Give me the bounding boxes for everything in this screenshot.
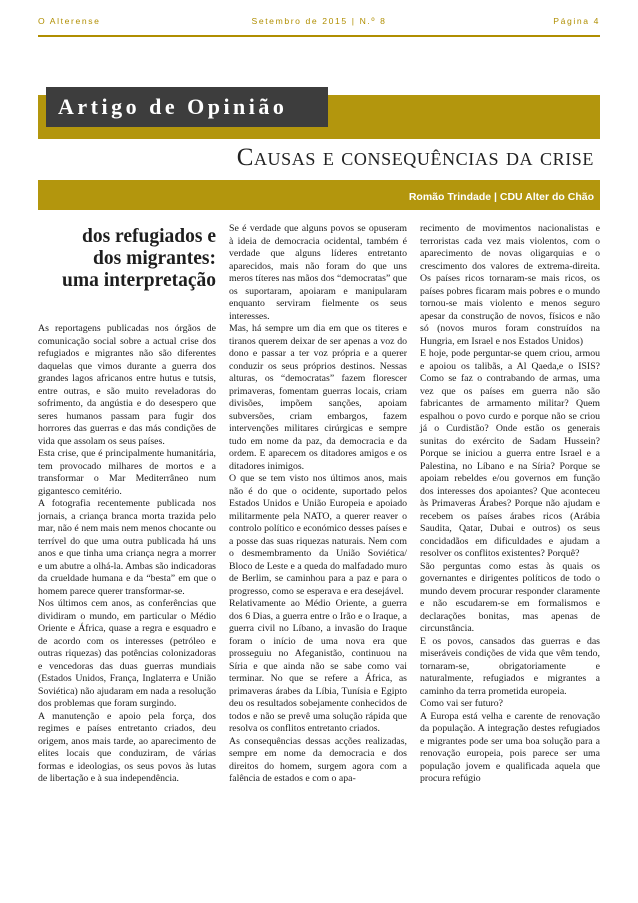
article-column-3: [420, 223, 600, 786]
page-number: Página 4: [553, 16, 600, 26]
paragraph: As consequências dessas acções realizadas, sempre em nome da democracia e dos direitos do homem, surgem agora com a falência de estados e com o apa-: [229, 735, 407, 784]
subtitle-line: dos refugiados e: [82, 226, 216, 247]
paragraph: E hoje, pode perguntar-se quem criou, armou e apoiou os talibãs, a Al Qaeda,e o ISIS? Como se faz o contrabando de armas, uma vez que os países em guerra não são fabricantes de armamento militar? Quem espalhou o povo curdo e porque não se criou já o Curdistão? Onde estão os generais sunitas do exército de Sadam Hussein? Porque se iniciou a guerra entre Israel e a Palestina, no Líbano e na Síria? Porque se apoiam rebeldes e/ou governos em função dos interesses dos apoiantes? Que aconteceu às Primaveras Árabes? Porque não ajudam e recebem os países árabes ricos (Arábia Saudita, Qatar, Dubai e outros) os seus concidadãos em dificuldades e ajudam a resolver os conflitos existentes? Porquê?: [420, 348, 600, 559]
paragraph: Nos últimos cem anos, as conferências que dividiram o mundo, em particular o Médio Oriente e África, quase a regra e esquadro e de acordo com os interesses (petróleo e outras riquezas) das potências colonizadoras e vencedoras das duas guerras mundiais (Estados Unidos, França, Inglaterra e União Soviética) não ajudaram em nada a resolução dos problemas que foram surgindo.: [38, 598, 216, 709]
paragraph: O que se tem visto nos últimos anos, mais não é do que o ocidente, suportado pelos Estados Unidos e União Europeia e apoiado militarmente pela NATO, a querer reaver o controlo político e económico desses países e a posse das suas riquezas naturais. Nem com o desmembramento da União Soviética/ Bloco de Leste e a queda do malfadado muro de Berlim, se caminhou para a paz e para o progresso, como se esperava e era desejável.: [229, 473, 407, 597]
paragraph: recimento de movimentos nacionalistas e terroristas cada vez mais violentos, com o aparecimento de novas oligarquias e o crescimento dos valores de extrema-direita. Os países ricos tornaram-se mais ricos, os países pobres ficaram mais pobres e o mundo tornou-se mais violento e menos seguro apesar da construção de novos, físicos e não só (novos muros foram construídos na Hungria, em Israel e nos Estados Unidos): [420, 223, 600, 347]
article-column-2: [229, 223, 407, 786]
subtitle-line: uma interpretação: [62, 270, 216, 291]
issue-info: Setembro de 2015 | N.º 8: [251, 16, 387, 26]
paragraph: Mas, há sempre um dia em que os titeres e tiranos querem deixar de ser apenas a voz do dono e passar a ter voz própria e a querer conduzir os seus próprios destinos. Nessas alturas, os “democratas” fazem florescer primaveras, fomentam guerras locais, criam divisões, impõem sanções, apoiam subversões, criam embargos, fazem intervenções militares cirúrgicas e sempre tudo em nome da paz, da democracia e da ordem. E aparecem os ditadores amigos e os ditadores inimigos.: [229, 323, 407, 472]
paragraph: A Europa está velha e carente de renovação da população. A integração destes refugiados e migrantes pode ser uma boa solução para a renovação europeia, pois parece ser uma população jovem e qualificada aquela que procura refúgio: [420, 710, 600, 784]
paragraph: São perguntas como estas às quais os governantes e dirigentes políticos de todo o mundo devem procurar responder claramente e não escudarem-se em formalismos e declarações bonitas, mas apenas de circunstância.: [420, 560, 600, 634]
paragraph: Se é verdade que alguns povos se opuseram à ideia de democracia ocidental, também é verdade que alguns líderes entretanto aparecidos, mais não foram do que uns meros títeres nas mãos dos “democratas” que os suportaram, apoiaram e manipularam enquanto serviram fielmente os seus interesses.: [229, 223, 407, 322]
article-subtitle: [38, 226, 216, 292]
paragraph: A manutenção e apoio pela força, dos regimes e países entretanto criados, deu origem, anos mais tarde, ao aparecimento de elites locais que conduziram, de várias formas e ideologias, os seus povos às lutas de libertação e à sua independência.: [38, 710, 216, 784]
header-rule: [38, 35, 600, 37]
paragraph: Como vai ser futuro?: [420, 698, 503, 709]
paragraph: Esta crise, que é principalmente humanitária, tem provocado milhares de mortos e a transformar o Mar Mediterrâneo num gigantesco cemitério.: [38, 448, 216, 497]
paragraph: Relativamente ao Médio Oriente, a guerra dos 6 Dias, a guerra entre o Irão e o Iraque, a guerra civil no Líbano, a invasão do Iraque foram o início de uma nova era que prosseguiu no Afeganistão, continuou na Síria e que ainda não se sabe como vai terminar. No que se refere a África, as primaveras árabes da Líbia, Tunísia e Egipto deu os resultados sobejamente conhecidos de todos e não se prevê uma solução rápida que resolva os conflitos entretanto criados.: [229, 598, 407, 734]
publication-name: O Alterense: [38, 16, 101, 26]
section-label: Artigo de Opinião: [46, 87, 328, 127]
page-header: [38, 16, 600, 30]
paragraph: E os povos, cansados das guerras e das miseráveis condições de vida que vêm tendo, tornaram-se, obrigatoriamente e naturalmente, refugiados e migrantes a caminho da terra prometida europeia.: [420, 635, 600, 697]
subtitle-line: dos migrantes:: [93, 248, 216, 269]
article-title: Causas e consequências da crise: [236, 144, 594, 171]
article-column-1: [38, 323, 216, 786]
paragraph: A fotografia recentemente publicada nos jornais, a criança branca morta trazida pelo mar, não é nem mais nem menos chocante ou terrível do que uma outra publicada há uns anos e que tinha uma criança negra a morrer e um abutre a olhá-la. Ambas são indicadoras da crueldade humana e da “besta” em que o homem parece querer transformar-se.: [38, 498, 216, 597]
paragraph: As reportagens publicadas nos órgãos de comunicação social sobre a actual crise dos refugiados e migrantes não são diferentes daquelas que vimos durante a guerra dos grandes lagos africanos entre hutus e tutsis, entre outras, e são muito reveladoras do sofrimento, da angústia e do desespero que seres humanos passam para fugir dos horrores das guerras e das más condições de vida que assolam os seus países.: [38, 323, 216, 447]
article-author: Romão Trindade | CDU Alter do Chão: [408, 191, 594, 203]
